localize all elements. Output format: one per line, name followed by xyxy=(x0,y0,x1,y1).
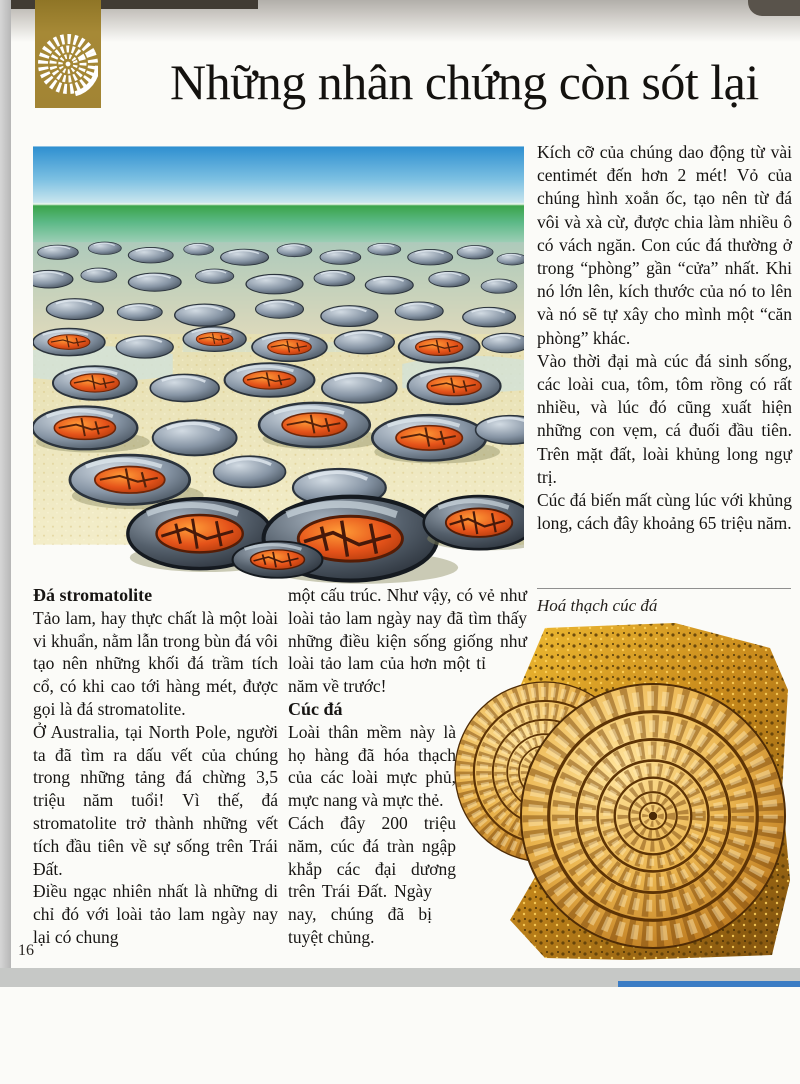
page-title: Những nhân chứng còn sót lại xyxy=(170,54,759,110)
caption-divider xyxy=(537,588,791,589)
text-wrap-spacer xyxy=(527,584,528,654)
text-wrap-spacer xyxy=(486,654,528,732)
ammonite-icon xyxy=(38,28,98,96)
paragraph: Cúc đá biến mất cùng lúc với khủng long, cách đây khoảng 65 triệu năm. xyxy=(537,490,792,534)
article-column-right xyxy=(537,141,792,535)
section-heading-cuc-da: Cúc đá xyxy=(288,698,343,719)
text-wrap-spacer xyxy=(456,732,528,887)
stromatolite-illustration xyxy=(33,146,524,590)
paragraph: Loài thân mềm này là họ hàng đã hóa thạch của các loài mực phủ, mực nang và mực thẻ. xyxy=(288,721,456,811)
paragraph: Cách đây 200 triệu năm, cúc đá tràn ngập khắp các đại dương trên Trái Đất. Ngày nay, chúng đã bị tuyệt chủng. xyxy=(288,812,456,947)
scan-left-edge xyxy=(0,0,11,987)
paragraph: Tảo lam, hay thực chất là một loài vi khuẩn, nằm lẫn trong bùn đá vôi tạo nên những khối đá trầm tích cổ, có khi cao tới hàng mét, được gọi là đá stromatolite. xyxy=(33,607,278,719)
paragraph: Vào thời đại mà cúc đá sinh sống, các loài cua, tôm, tôm rồng có rất nhiều, và lúc đó cũng xuất hiện những con vẹm, cá đuối đầu tiên. Trên mặt đất, loài khủng long ngự trị. xyxy=(537,350,792,487)
paragraph: Ở Australia, tại North Pole, người ta đã tìm ra dấu vết của chúng trong những tảng đá chừng 3,5 triệu năm tuổi! Vì thế, đá stromatolite trở thành những vết tích đầu tiên về sự sống trên Trái Đất. xyxy=(33,721,278,879)
scan-top-corner-smudge xyxy=(748,0,800,16)
paragraph: Kích cỡ của chúng dao động từ vài centimét đến hơn 2 mét! Vỏ của chúng hình xoắn ốc, tạo nên từ đá vôi và xà cừ, được chia làm nhiều ô có vách ngăn. Con cúc đá thường ở trong “phòng” gần “cửa” nhất. Khi nó lớn lên, kích thước của nó to lên và nó sẽ tự xây cho mình một “căn phòng” khác. xyxy=(537,142,792,348)
text-wrap-spacer xyxy=(432,887,528,949)
figure-caption: Hoá thạch cúc đá xyxy=(537,596,658,615)
chapter-badge xyxy=(35,0,101,108)
footer-blue-line xyxy=(618,981,800,987)
page-number: 16 xyxy=(18,942,34,959)
section-heading-stromatolite: Đá stromatolite xyxy=(33,585,153,605)
article-column-left xyxy=(33,584,278,949)
article-column-middle xyxy=(288,584,528,1084)
paragraph: một cấu trúc. Như vậy, có vẻ như loài tảo lam ngày nay đã tìm thấy những điều kiện sống giống như loài tảo lam của hơn một tỉ năm về trước! xyxy=(288,585,527,697)
paragraph: Điều ngạc nhiên nhất là những di chỉ đó với loài tảo lam ngày nay lại có chung xyxy=(33,881,278,947)
